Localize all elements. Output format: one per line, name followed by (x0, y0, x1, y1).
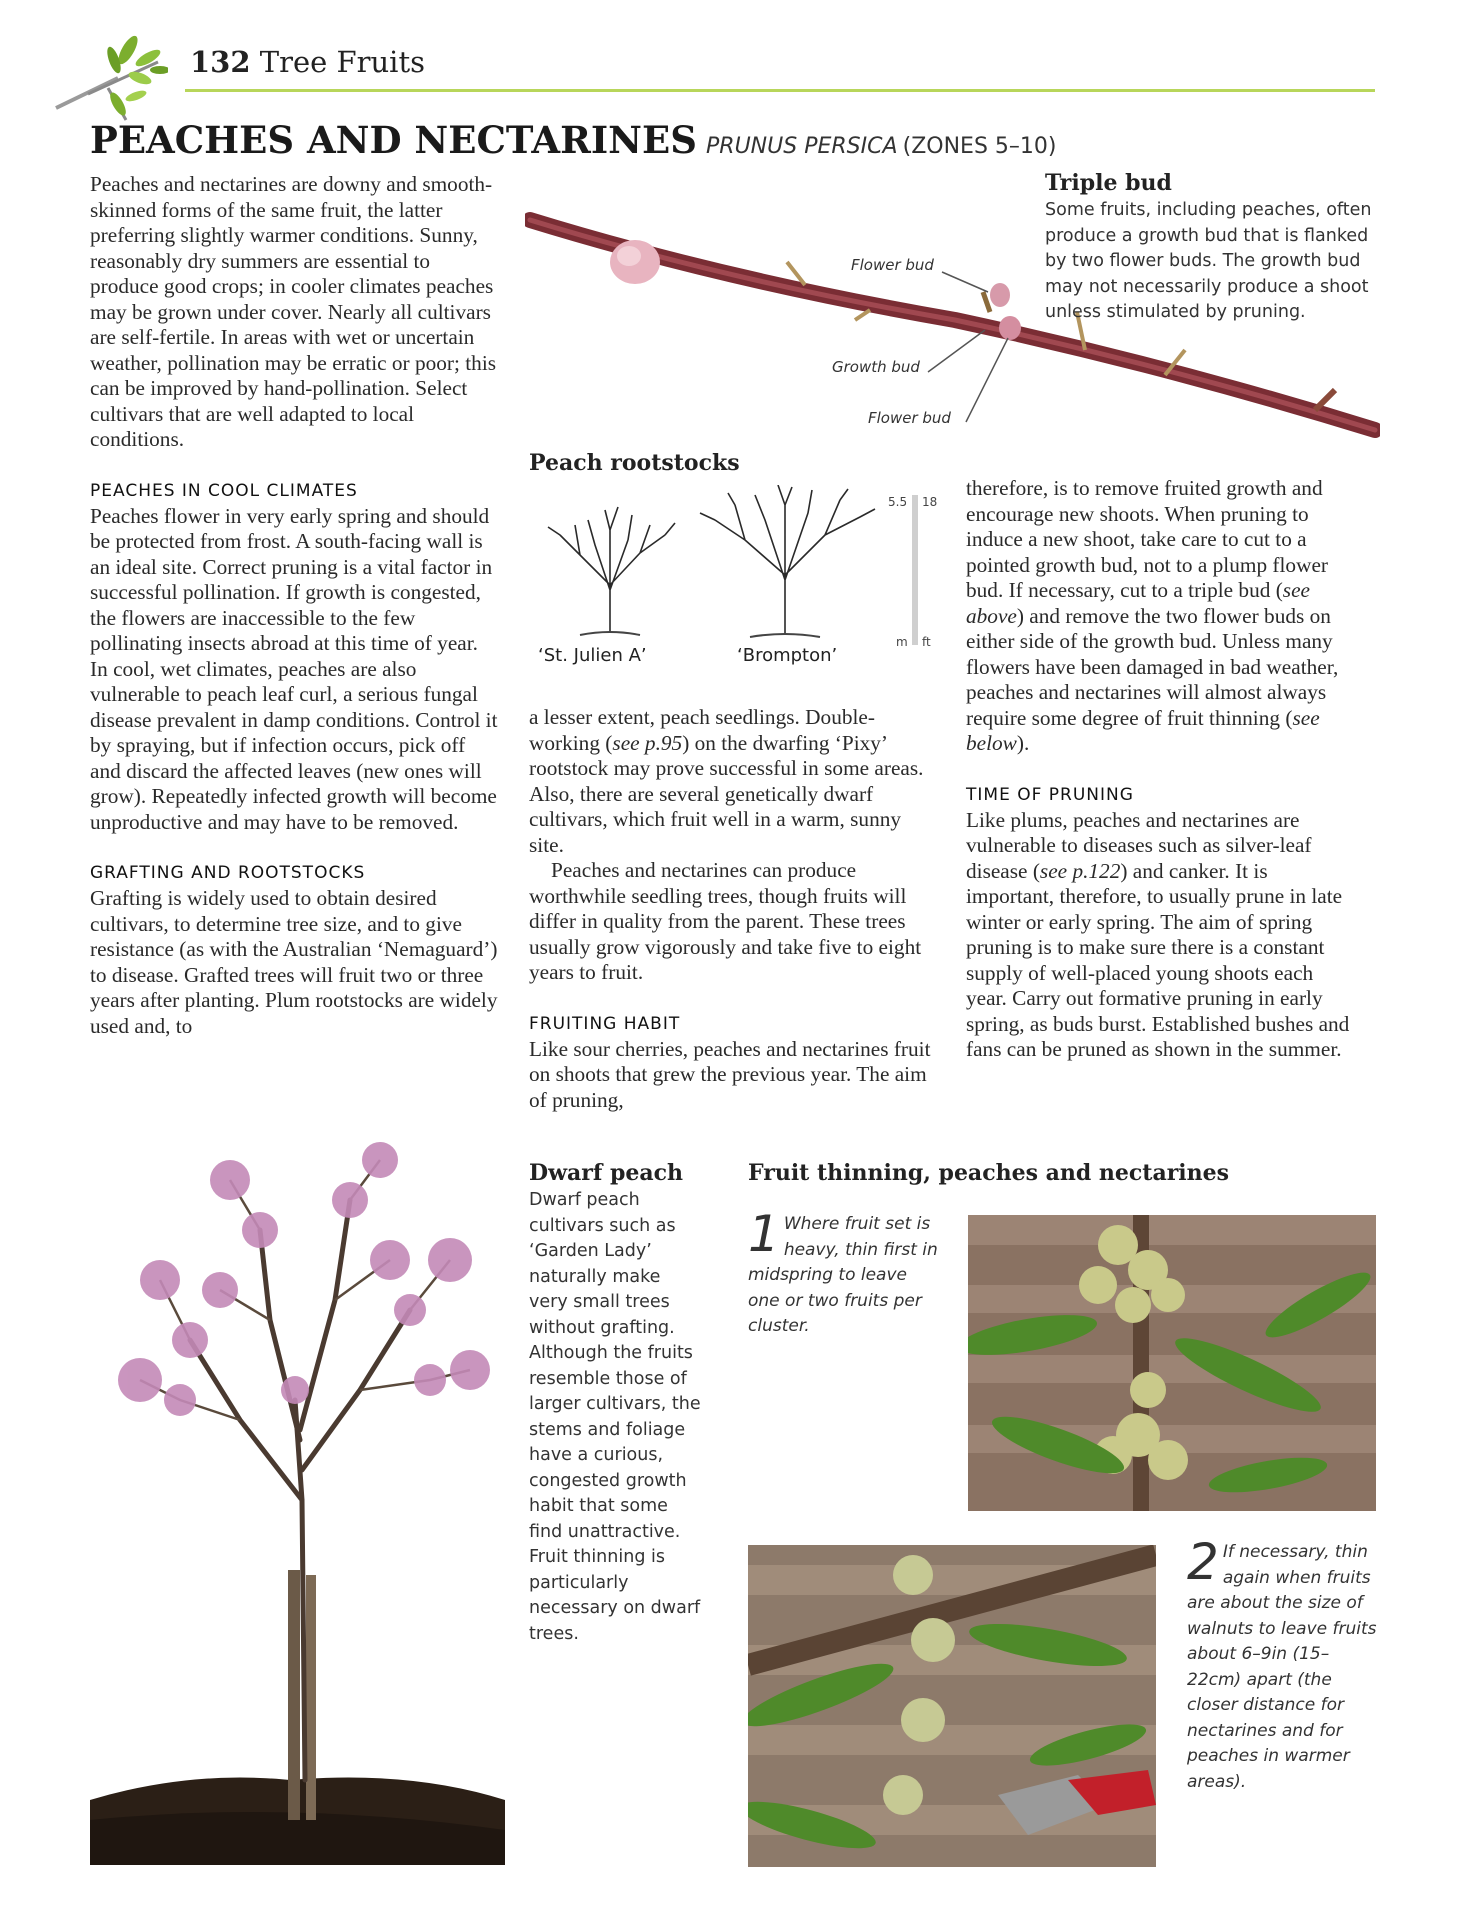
ref-p122: see p.122 (1039, 858, 1121, 883)
step-2-text: If necessary, thin again when fruits are about the size of walnuts to leave fruits about 6–9in (15–22cm) apart (the closer distance for nectarines and for peaches in warmer areas). (1187, 1542, 1377, 1792)
grafting-paragraph: Grafting is widely used to obtain desired cultivars, to determine tree size, and to give resistance (as with the Australian ‘Nemaguard’) to disease. Grafted trees will fruit two or three years after planting. Plum rootstocks are widely used and, to (90, 886, 498, 1038)
triple-bud-title: Triple bud (1045, 170, 1172, 196)
label-growth-bud: Growth bud (832, 358, 920, 376)
intro-paragraph: Peaches and nectarines are downy and smooth-skinned forms of the same fruit, the latter preferring slightly warmer conditions. Sunny, reasonably dry summers are essential to produce good crops; in cooler climates peaches may be grown under cover. Nearly all cultivars are self-fertile. In areas with wet or uncertain weather, pollination may be erratic or poor; this can be improved by hand-pollination. Select cultivars that are well adapted to local conditions. (90, 172, 497, 451)
page-header (190, 45, 425, 79)
column-3 (966, 476, 1356, 1063)
fruit-thinning-title: Fruit thinning, peaches and nectarines (748, 1160, 1230, 1186)
step-1-text: Where fruit set is heavy, thin first in midspring to leave one or two fruits per cluster. (748, 1214, 938, 1336)
header-rule (185, 89, 1375, 92)
thinning-step-2 (1187, 1533, 1377, 1795)
thinning-photo-1 (968, 1215, 1376, 1511)
cool-climates-paragraph: Peaches flower in very early spring and should be protected from frost. A south-facing wall is an ideal site. Correct pruning is a vital factor in successful pollination. If growth is congested, the flowers are inaccessible to the few pollinating insects abroad at this time of year. In cool, wet climates, peaches are also vulnerable to peach leaf curl, a serious fungal disease prevalent in damp conditions. Control it by spraying, but if infection occurs, pick off and discard the affected leaves (new ones will grow). Repeatedly infected growth will become unproductive and may have to be removed. (90, 503, 498, 834)
triple-bud-text: Some fruits, including peaches, often produce a growth bud that is flanked by two flower buds. The growth bud may not necessarily produce a shoot unless stimulated by pruning. (1045, 200, 1372, 322)
section-title: Tree Fruits (259, 45, 425, 79)
rootstocks-title: Peach rootstocks (529, 450, 740, 476)
height-scale-bar (912, 495, 918, 645)
heading-cool-climates: PEACHES IN COOL CLIMATES (90, 480, 358, 501)
fruiting-habit-paragraph: Like sour cherries, peaches and nectarines fruit on shoots that grew the previous year. The aim of pruning, (529, 1036, 931, 1112)
title-main: PEACHES AND NECTARINES (90, 118, 697, 162)
heading-fruiting-habit: FRUITING HABIT (529, 1013, 681, 1034)
thinning-photo-2 (748, 1545, 1156, 1867)
page-number: 132 (190, 45, 251, 79)
dwarf-peach-title: Dwarf peach (529, 1160, 684, 1186)
page-title (90, 118, 1057, 162)
ref-p95: see p.95 (612, 730, 683, 755)
pruning-paragraph: therefore, is to remove fruited growth and encourage new shoots. When pruning to induce a new shoot, take care to cut to a pointed growth bud, not to a plump flower bud. If necessary, cut to a triple bud (see above) and remove the two flower buds on either side of the growth bud. Unless many flowers have been damaged in bad weather, peaches and nectarines will almost always require some degree of fruit thinning (see below). (966, 476, 1339, 755)
label-flower-bud-2: Flower bud (868, 409, 951, 427)
scale-top-m: 5.5 (888, 495, 908, 509)
ref-see-above: see above (966, 578, 1310, 628)
scale-top-ft: 18 (922, 495, 938, 509)
title-latin: PRUNUS PERSICA (706, 134, 898, 159)
tree-label-brompton: ‘Brompton’ (737, 645, 838, 666)
label-flower-bud-1: Flower bud (851, 256, 934, 274)
scale-unit-ft: ft (922, 635, 931, 649)
tree-label-st-julien: ‘St. Julien A’ (538, 645, 647, 666)
heading-grafting: GRAFTING AND ROOTSTOCKS (90, 863, 366, 883)
leaf-sprig-logo (48, 30, 168, 125)
column-1 (90, 172, 500, 1039)
step-2-number: 2 (1187, 1533, 1219, 1591)
thinning-step-1 (748, 1205, 938, 1340)
bud-leader-lines (900, 260, 1040, 430)
rootstock-trees-illustration (540, 485, 940, 645)
title-zones: (ZONES 5–10) (902, 134, 1057, 159)
dwarf-peach-text: Dwarf peach cultivars such as ‘Garden Lady’ naturally make very small trees without grafting. Although the fruits resemble those of larger cultivars, the stems and foliage have a curious, congested growth habit that some find unattractive. Fruit thinning is particularly necessary on dwarf trees. (529, 1190, 701, 1644)
ref-see-below: see below (966, 705, 1320, 755)
step-1-number: 1 (748, 1205, 780, 1263)
column-2 (529, 705, 939, 1113)
time-of-pruning-paragraph: Like plums, peaches and nectarines are vulnerable to diseases such as silver-leaf disease (see p.122) and canker. It is important, therefore, to usually prune in late winter or early spring. The aim of spring pruning is to make sure there is a constant supply of well-placed young shoots each year. Carry out formative pruning in early spring, as buds burst. Established bushes and fans can be pruned as shown in the summer. (966, 807, 1350, 1061)
dwarf-peach-tree-image (90, 1140, 505, 1865)
seedling-paragraph: Peaches and nectarines can produce worthwhile seedling trees, though fruits will differ in quality from the parent. These trees usually grow vigorously and take five to eight years to fruit. (529, 858, 922, 984)
scale-unit-m: m (896, 635, 908, 649)
heading-time-of-pruning: TIME OF PRUNING (966, 784, 1134, 805)
double-working-paragraph: a lesser extent, peach seedlings. Double-working (see p.95) on the dwarfing ‘Pixy’ rootstock may prove successful in some areas. Also, there are several genetically dwarf cultivars, which fruit well in a warm, sunny site. (529, 705, 924, 857)
